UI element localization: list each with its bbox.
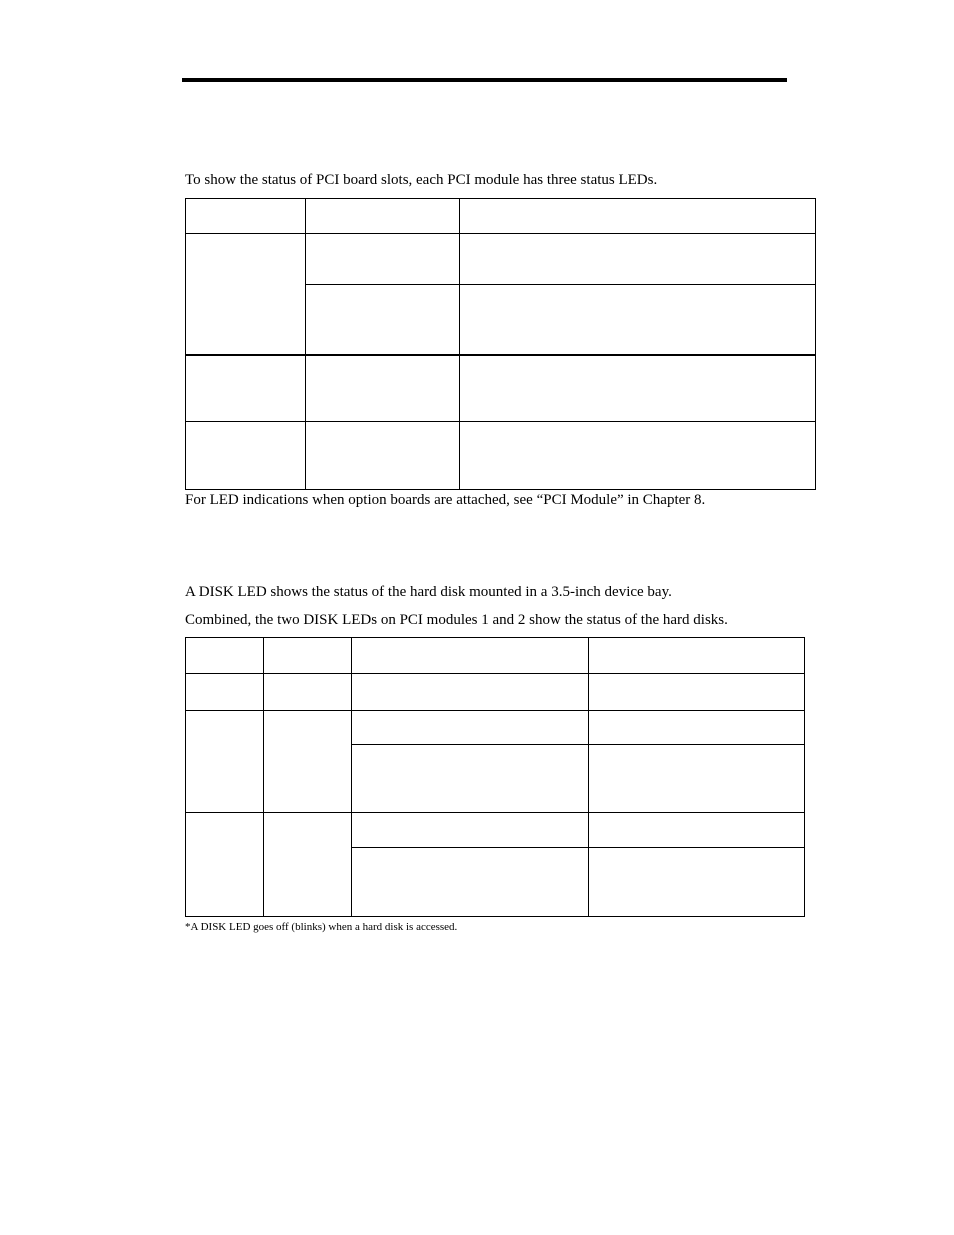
disk-footnote: *A DISK LED goes off (blinks) when a hard disk is accessed. xyxy=(185,921,458,933)
disk-led-table xyxy=(185,637,805,917)
pci-led-table xyxy=(185,198,816,490)
header-rule xyxy=(182,78,787,82)
disk-led-paragraph-2: Combined, the two DISK LEDs on PCI modules 1 and 2 show the status of the hard disks. xyxy=(185,612,728,628)
intro-paragraph: To show the status of PCI board slots, each PCI module has three status LEDs. xyxy=(185,172,658,188)
after-table-paragraph: For LED indications when option boards are attached, see “PCI Module” in Chapter 8. xyxy=(185,492,706,508)
disk-led-paragraph-1: A DISK LED shows the status of the hard disk mounted in a 3.5-inch device bay. xyxy=(185,584,672,600)
